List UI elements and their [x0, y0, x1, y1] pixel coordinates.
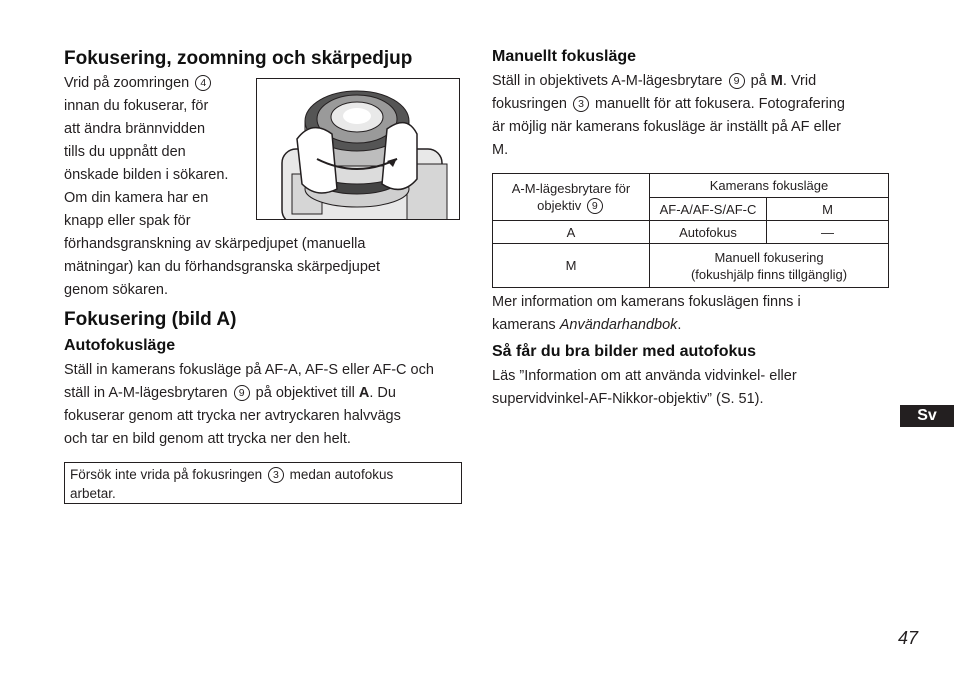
cell-text: Manuell fokusering	[714, 249, 824, 265]
zoom-line: knapp eller spak för	[64, 213, 191, 229]
zoom-line: innan du fokuserar, för	[64, 98, 209, 114]
table-header-switch	[493, 174, 650, 221]
italic-manual-title: Användarhandbok	[559, 317, 678, 333]
zoom-paragraph	[64, 72, 264, 233]
text-span: fokusringen	[492, 96, 567, 112]
text-span: .	[677, 317, 682, 333]
bold-a: A	[358, 385, 370, 401]
cell-text: objektiv	[537, 198, 582, 213]
text-line: Läs ”Information om att använda vidvinkel- eller	[492, 368, 797, 384]
zoom-line: Om din kamera har en	[64, 190, 209, 206]
lens-illustration	[256, 78, 460, 220]
more-info-paragraph	[492, 291, 892, 337]
zoom-line: genom sökaren.	[64, 282, 168, 298]
heading-autofocus: Autofokusläge	[64, 337, 176, 354]
ref-am-switch: 9	[234, 385, 250, 401]
text-line: fokuserar genom att trycka ner avtryckaren halvvägs	[64, 408, 401, 424]
zoom-line: Vrid på zoomringen	[64, 75, 190, 91]
ref-zoom-ring: 4	[195, 75, 211, 91]
table-subheader: AF-A/AF-S/AF-C	[650, 198, 767, 221]
cell-text: A-M-lägesbrytare för	[511, 181, 631, 196]
text-line: Mer information om kamerans fokuslägen finns i	[492, 294, 801, 310]
language-tab: Sv	[900, 405, 954, 427]
text-line: Ställ in kamerans fokusläge på AF-A, AF-S eller AF-C och	[64, 362, 434, 378]
table-header-group: Kamerans fokusläge	[650, 174, 889, 198]
heading-tips: Så får du bra bilder med autofokus	[492, 343, 757, 360]
note-text: arbetar.	[70, 486, 116, 501]
text-line: supervidvinkel-AF-Nikkor-objektiv” (S. 51).	[492, 391, 764, 407]
ref-am-switch: 9	[729, 73, 745, 89]
zoom-line: mätningar) kan du förhandsgranska skärpedjupet	[64, 259, 380, 275]
text-span: på	[750, 73, 767, 89]
text-span: . Vrid	[782, 73, 817, 89]
heading-focus: Fokusering (bild A)	[64, 309, 237, 330]
text-span: ställ in A-M-lägesbrytaren	[64, 385, 228, 401]
note-text: medan autofokus	[289, 467, 394, 482]
zoom-line: önskade bilden i sökaren.	[64, 167, 229, 183]
zoom-paragraph-cont	[64, 233, 464, 302]
text-span: manuellt för att fokusera. Fotografering	[595, 96, 845, 112]
ref-am-switch: 9	[587, 198, 603, 214]
text-span: på objektivet till	[255, 385, 355, 401]
table-cell	[650, 244, 889, 288]
table-cell: Autofokus	[650, 221, 767, 244]
text-span: kamerans	[492, 317, 556, 333]
table-cell: —	[767, 221, 889, 244]
page-number: 47	[898, 628, 919, 648]
zoom-line: att ändra brännvidden	[64, 121, 206, 137]
table-row-label: A	[493, 221, 650, 244]
table-row-label: M	[493, 244, 650, 288]
note-text: Försök inte vrida på fokusringen	[70, 467, 263, 482]
heading-zoom: Fokusering, zoomning och skärpedjup	[64, 48, 413, 69]
text-line: M.	[492, 142, 509, 158]
bold-m: M	[770, 73, 783, 89]
text-line: och tar en bild genom att trycka ner den helt.	[64, 431, 351, 447]
zoom-line: tills du uppnått den	[64, 144, 186, 160]
ref-focus-ring: 3	[573, 96, 589, 112]
note-box	[64, 462, 462, 504]
text-span: . Du	[369, 385, 396, 401]
heading-manual: Manuellt fokusläge	[492, 48, 637, 65]
focus-mode-table	[492, 173, 889, 288]
text-line: är möjlig när kamerans fokusläge är inställt på AF eller	[492, 119, 841, 135]
manual-paragraph	[492, 70, 892, 162]
text-span: Ställ in objektivets A-M-lägesbrytare	[492, 73, 723, 89]
cell-text: (fokushjälp finns tillgänglig)	[690, 266, 848, 282]
table-subheader: M	[767, 198, 889, 221]
tips-paragraph	[492, 365, 892, 411]
autofocus-paragraph	[64, 359, 464, 451]
ref-focus-ring: 3	[268, 467, 284, 483]
zoom-line: förhandsgranskning av skärpedjupet (manuella	[64, 236, 366, 252]
